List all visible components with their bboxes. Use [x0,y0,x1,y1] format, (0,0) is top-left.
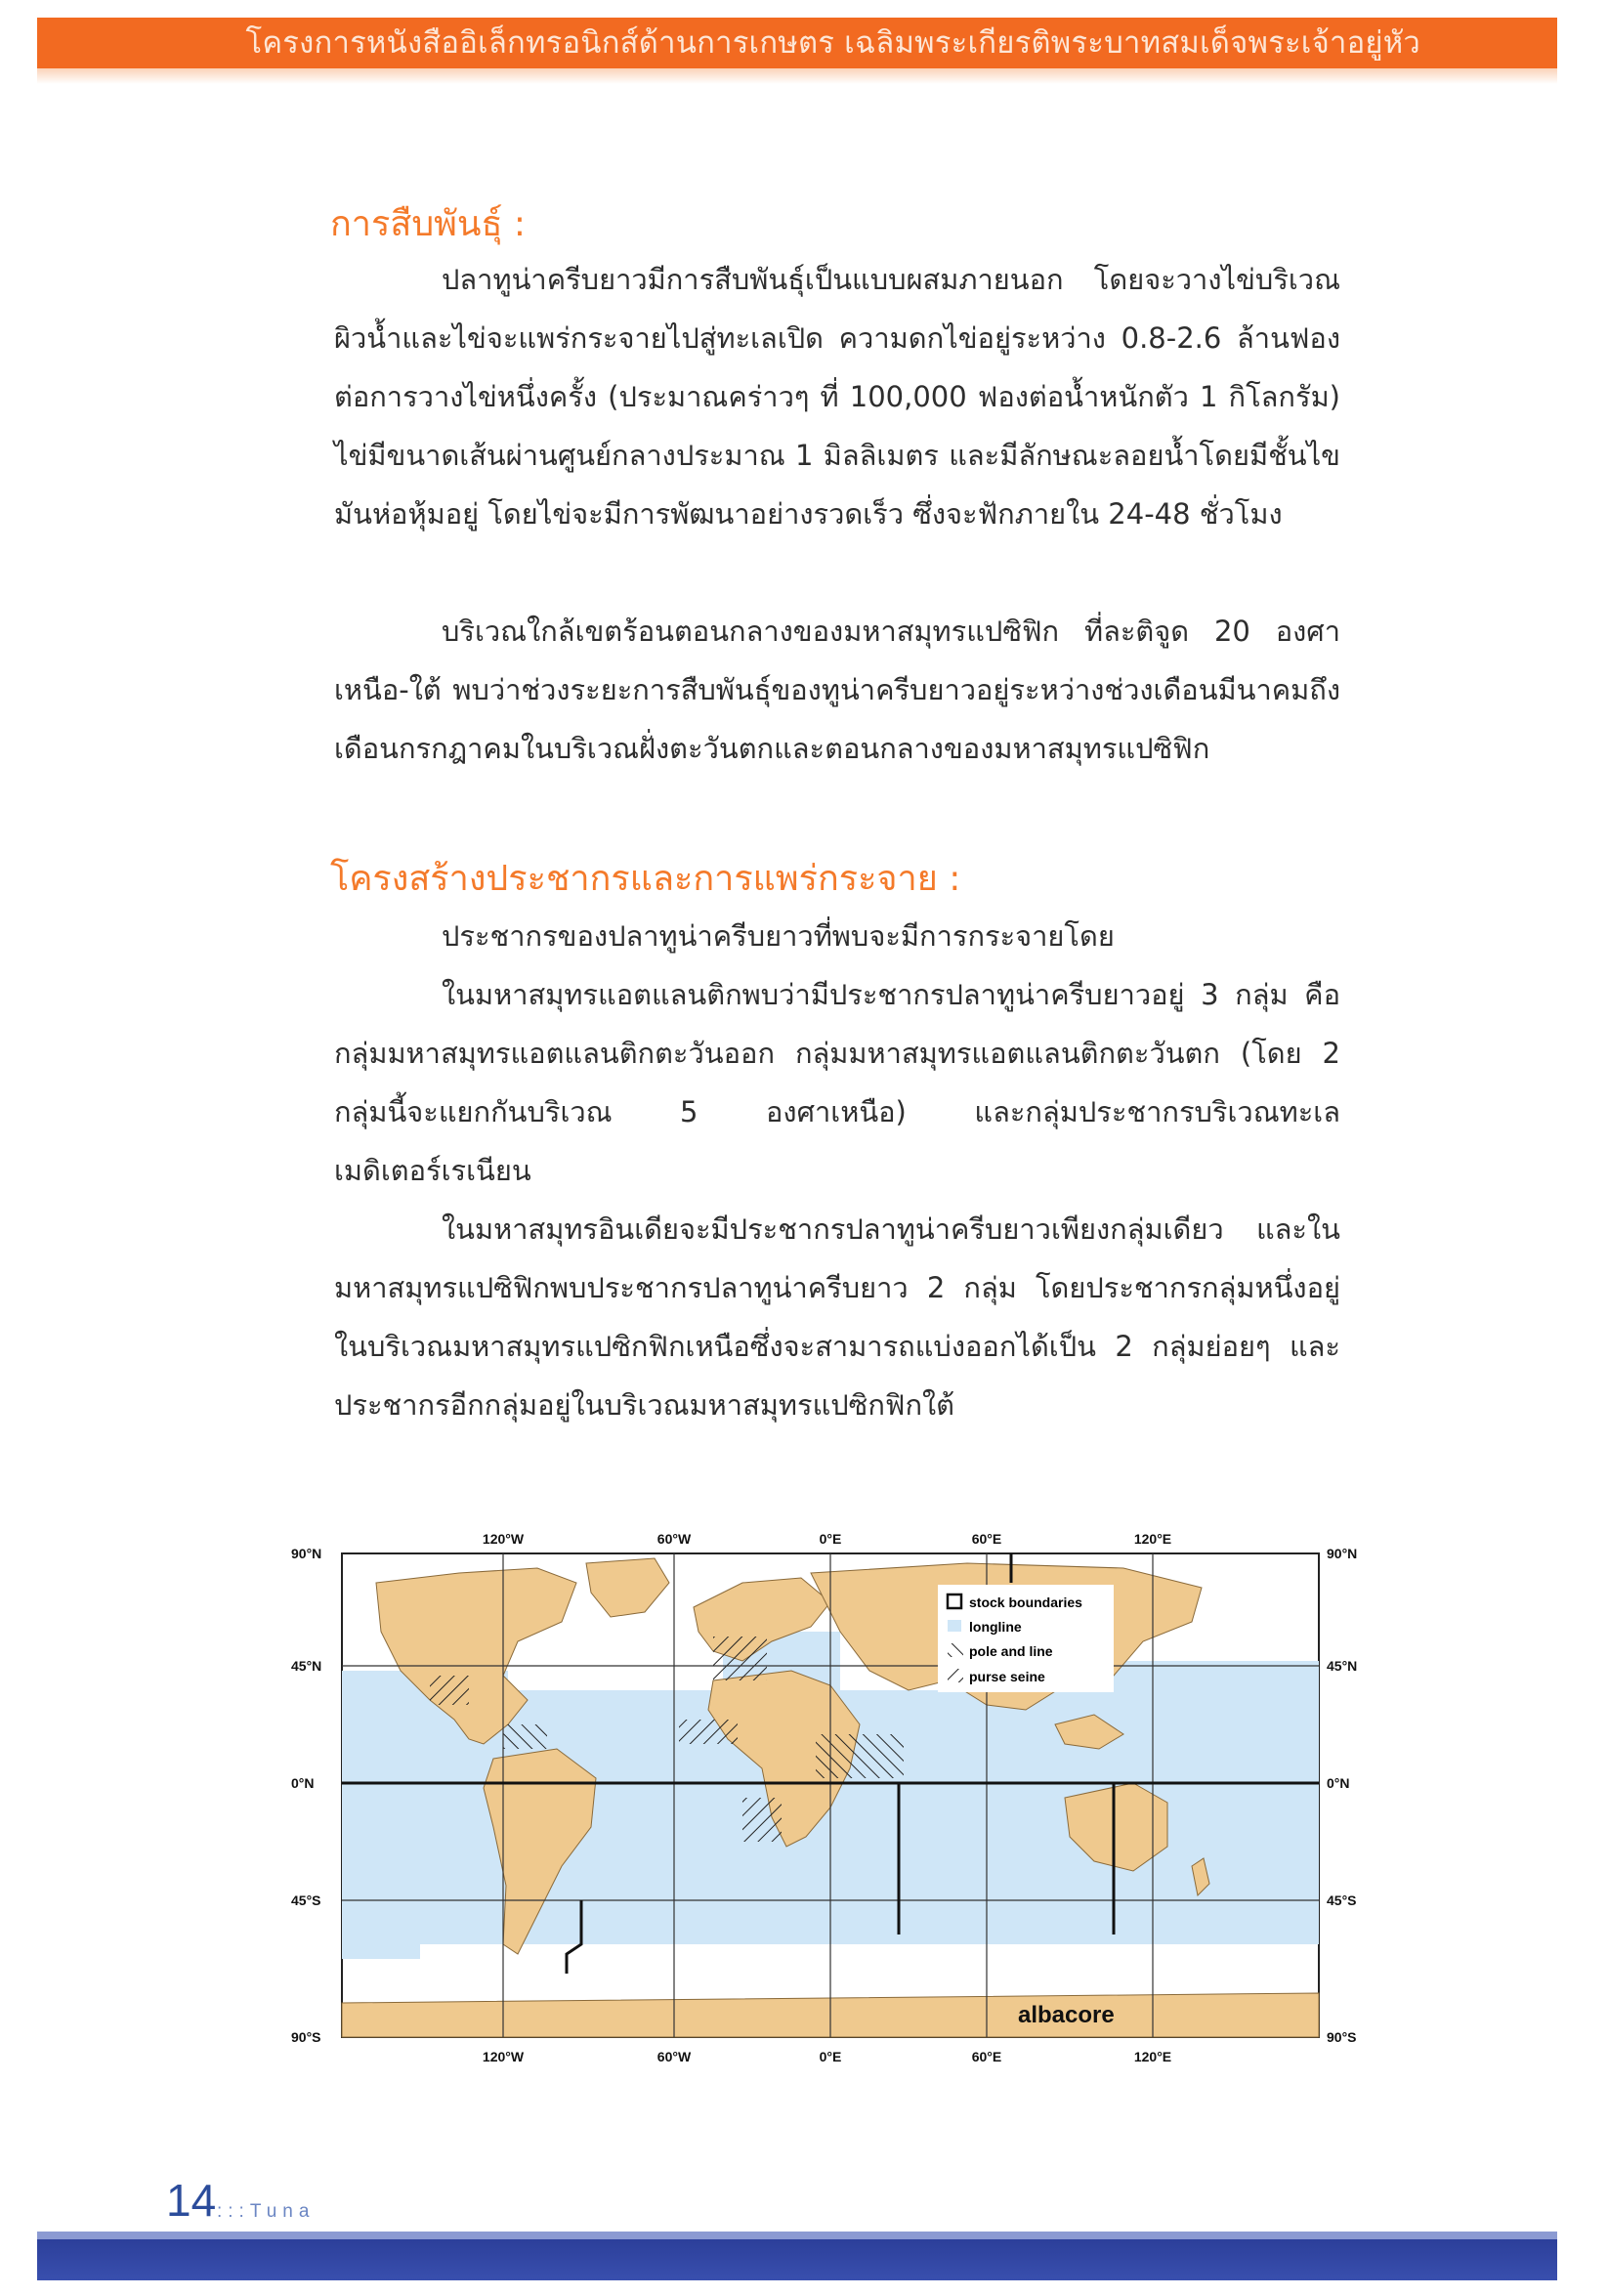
lat-tick-left: 90°S [291,2029,321,2045]
legend-purse-seine-swatch [948,1669,963,1682]
legend-longline-swatch [948,1620,961,1632]
lat-tick-left: 90°N [291,1546,322,1561]
legend-label-longline: longline [969,1619,1022,1635]
footer-bar [37,2239,1557,2280]
legend-label-pole-line: pole and line [969,1643,1053,1659]
lat-tick-right: 45°N [1327,1658,1358,1674]
header-banner [37,18,1557,68]
paragraph-population-1: ประชากรของปลาทูน่าครีบยาวที่พบจะมีการกระจายโดย [442,919,1115,953]
legend-pole-line-swatch [948,1643,963,1657]
section-title-population: โครงสร้างประชากรและการแพร่กระจาย : [330,859,961,899]
lon-tick-top: 0°E [819,1531,842,1547]
lat-tick-right: 45°S [1327,1892,1357,1908]
lon-tick-bottom: 60°W [656,2049,692,2064]
lon-tick-bottom: 0°E [819,2049,842,2064]
map-species-label: albacore [1018,2002,1115,2028]
paragraph-population-2: ในมหาสมุทรแอตแลนติกพบว่ามีประชากรปลาทูน่าครีบยาวอยู่ 3 กลุ่ม คือ กลุ่มมหาสมุทรแอตแลนติกตะวันออก กลุ่มมหาสมุทรแอตแลนติกตะวันตก (โดย 2 กลุ่มนี้จะแยกกันบริเวณ 5 องศาเหนือ) และกลุ่มประชากรบริเวณทะเลเมดิเตอร์เรเนียน [334,978,1340,1187]
albacore-distribution-map [283,1514,1387,2091]
map-legend [938,1585,1114,1692]
page-number: 14 [166,2175,217,2226]
header-banner-text: โครงการหนังสืออิเล็กทรอนิกส์ด้านการเกษตร เฉลิมพระเกียรติพระบาทสมเด็จพระเจ้าอยู่หัว [245,25,1420,61]
header-banner-shadow [37,68,1557,84]
lon-tick-top: 120°W [482,1531,525,1547]
legend-label-purse-seine: purse seine [969,1669,1045,1684]
lon-tick-top: 60°E [971,1531,1002,1547]
lon-tick-top: 120°E [1133,1531,1172,1547]
lon-tick-bottom: 120°E [1133,2049,1172,2064]
running-head: :::Tuna [217,2201,316,2222]
paragraph-population-3: ในมหาสมุทรอินเดียจะมีประชากรปลาทูน่าครีบยาวเพียงกลุ่มเดียว และในมหาสมุทรแปซิฟิกพบประชากรปลาทูน่าครีบยาว 2 กลุ่ม โดยประชากรกลุ่มหนึ่งอยู่ในบริเวณมหาสมุทรแปซิกฟิกเหนือซึ่งจะสามารถแบ่งออกได้เป็น 2 กลุ่มย่อยๆ และประชากรอีกกลุ่มอยู่ในบริเวณมหาสมุทรแปซิกฟิกใต้ [334,1212,1340,1422]
section-title-reproduction: การสืบพันธุ์ : [330,204,527,244]
lat-tick-right: 90°S [1327,2029,1357,2045]
lon-tick-top: 60°W [656,1531,692,1547]
paragraph-reproduction-2: บริเวณใกล้เขตร้อนตอนกลางของมหาสมุทรแปซิฟิก ที่ละติจูด 20 องศาเหนือ-ใต้ พบว่าช่วงระยะการสืบพันธุ์ของทูน่าครีบยาวอยู่ระหว่างช่วงเดือนมีนาคมถึงเดือนกรกฎาคมในบริเวณฝั่งตะวันตกและตอนกลางของมหาสมุทรแปซิฟิก [334,615,1340,765]
lon-tick-bottom: 60°E [971,2049,1002,2064]
lat-tick-left: 0°N [291,1775,315,1791]
legend-label-boundary: stock boundaries [969,1594,1082,1610]
lon-tick-bottom: 120°W [482,2049,525,2064]
footer-bar-accent [37,2232,1557,2239]
map-svg [283,1514,1387,2091]
lat-tick-left: 45°N [291,1658,322,1674]
lat-tick-right: 90°N [1327,1546,1358,1561]
lat-tick-left: 45°S [291,1892,321,1908]
lat-tick-right: 0°N [1327,1775,1350,1791]
paragraph-reproduction-1: ปลาทูน่าครีบยาวมีการสืบพันธุ์เป็นแบบผสมภายนอก โดยจะวางไข่บริเวณผิวน้ำและไข่จะแพร่กระจายไปสู่ทะเลเปิด ความดกไข่อยู่ระหว่าง 0.8-2.6 ล้านฟองต่อการวางไข่หนึ่งครั้ง (ประมาณคร่าวๆ ที่ 100,000 ฟองต่อน้ำหนักตัว 1 กิโลกรัม) ไข่มีขนาดเส้นผ่านศูนย์กลางประมาณ 1 มิลลิเมตร และมีลักษณะลอยน้ำโดยมีชั้นไขมันห่อหุ้มอยู่ โดยไข่จะมีการพัฒนาอย่างรวดเร็ว ซึ่งจะฟักภายใน 24-48 ชั่วโมง [334,263,1340,531]
